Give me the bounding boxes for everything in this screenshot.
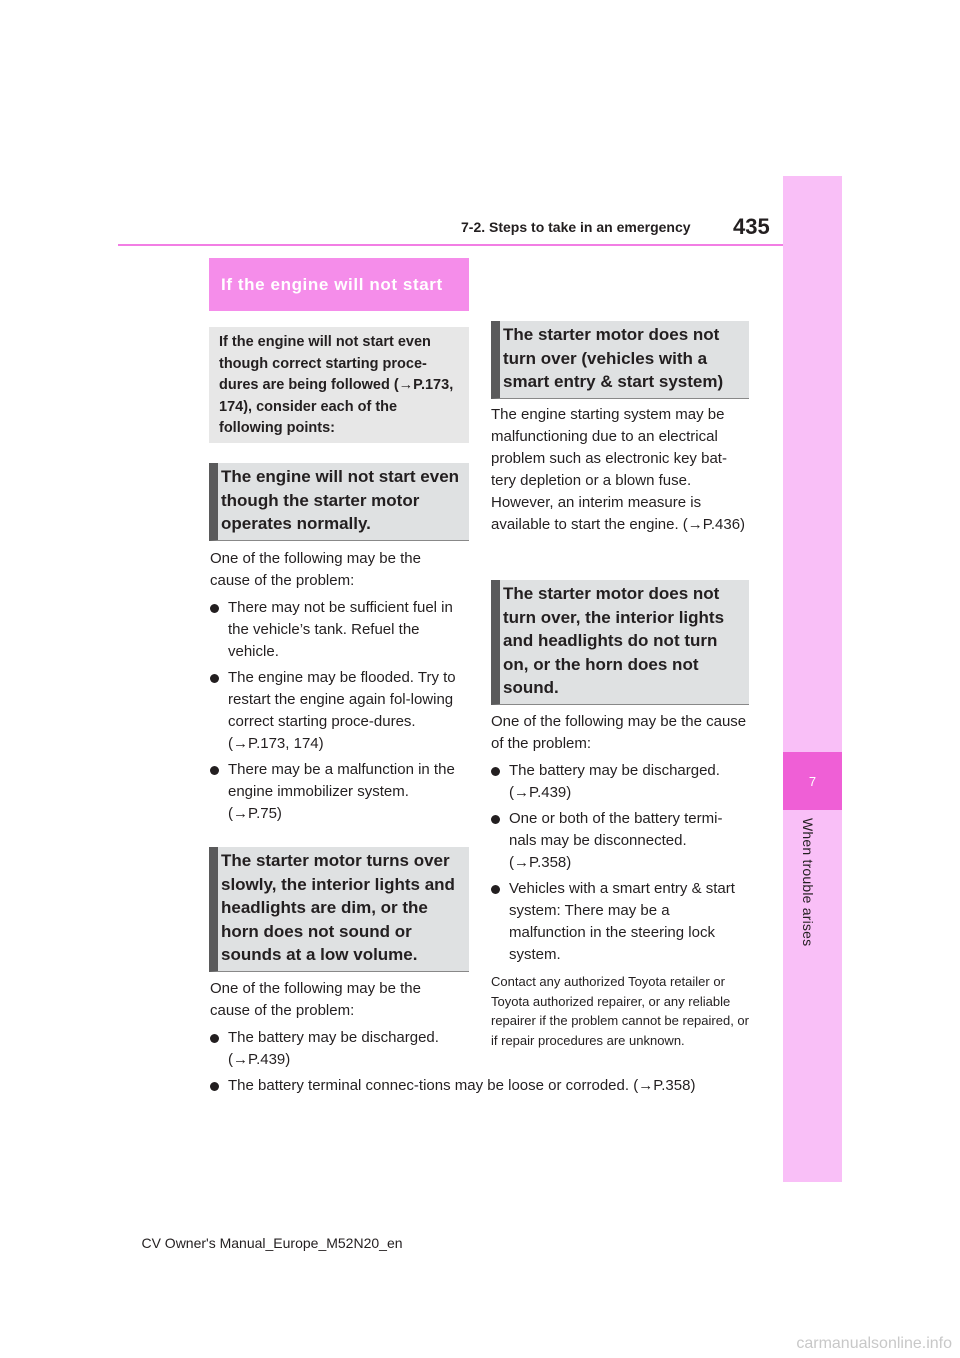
page-number: 435	[733, 214, 770, 239]
chapter-number: 7	[783, 752, 842, 810]
bullet-icon	[210, 766, 219, 775]
section-text: One of the following may be the cause of the problem:	[210, 550, 421, 589]
bullet-icon	[210, 1082, 219, 1091]
chapter-label: When trouble arises	[800, 818, 816, 947]
bullet-icon	[491, 815, 500, 824]
section-heading: The engine will not start even though the starter motor operates normally.	[209, 463, 469, 541]
chapter-side-tab	[783, 176, 842, 1182]
section-heading: The starter motor does not turn over (vehicles with a smart entry & start system)	[491, 321, 749, 399]
list-item: The battery may be discharged. (→P.439)	[491, 760, 749, 804]
list-item: The battery terminal connec-tions may be loose or corroded. (→P.358)	[210, 1075, 465, 1097]
list-item: There may be a malfunction in the engine immobilizer system. (→P.75)	[210, 759, 465, 825]
header-rule	[118, 244, 783, 246]
list-item: Vehicles with a smart entry & start system: There may be a malfunction in the steering lock system.	[491, 878, 749, 966]
bullet-icon	[210, 1034, 219, 1043]
list-item: The battery may be discharged. (→P.439)	[210, 1027, 465, 1071]
list-item: There may not be sufficient fuel in the vehicle’s tank. Refuel the vehicle.	[210, 597, 465, 663]
intro-box: If the engine will not start even though correct starting proce-dures are being followed (→P.173, 174), consider each of the following points:	[209, 327, 469, 443]
section-heading: The starter motor turns over slowly, the interior lights and headlights are dim, or the horn does not sound or sounds at a low volume.	[209, 847, 469, 972]
section-text: One of the following may be the cause of the problem:	[210, 980, 421, 1019]
bullet-icon	[210, 604, 219, 613]
section-text: One of the following may be the cause of the problem:	[491, 713, 747, 752]
note-text: Contact any authorized Toyota retailer or Toyota authorized repairer, or any reliable repairer if the problem cannot be repaired, or if repair procedures are unknown.	[491, 974, 749, 1048]
section-text: The engine starting system may be malfunctioning due to an electrical problem such as electronic key bat-tery depletion or a blown fuse. However, an interim measure is available to start the engine. (→P.436)	[491, 406, 746, 533]
bullet-icon	[491, 885, 500, 894]
section-heading: The starter motor does not turn over, the interior lights and headlights do not turn on, or the horn does not sound.	[491, 580, 749, 705]
bullet-icon	[210, 674, 219, 683]
list-item: The engine may be flooded. Try to restart the engine again fol-lowing correct starting proce-dures. (→P.173, 174)	[210, 667, 465, 755]
watermark: carmanualsonline.info	[796, 1335, 952, 1352]
footer-text: CV Owner's Manual_Europe_M52N20_en	[141, 1235, 403, 1251]
list-item: One or both of the battery termi-nals may be disconnected. (→P.358)	[491, 808, 749, 874]
main-title: If the engine will not start	[209, 258, 469, 311]
section-title: 7-2. Steps to take in an emergency	[461, 219, 691, 235]
bullet-icon	[491, 767, 500, 776]
